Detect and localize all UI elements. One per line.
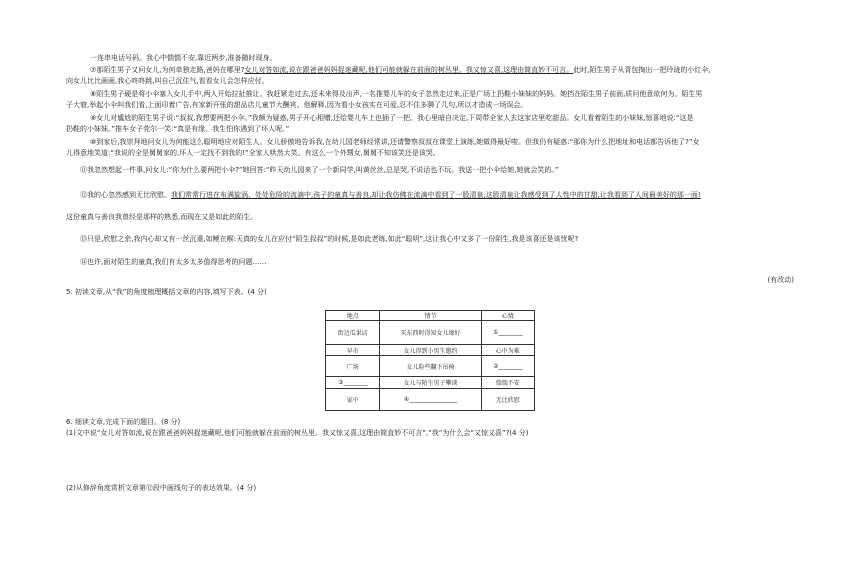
paragraph-7-line-2: 向女儿比比画画,我心咚咚跳,叫自己沉住气,看看女儿会怎样应付。 [66, 77, 269, 85]
table-row [326, 321, 535, 345]
header-location: 地点 [326, 311, 380, 321]
blank-2[interactable]: ②________ [481, 356, 534, 377]
cell-location: 早市 [326, 345, 380, 356]
cell-location: 家中 [326, 389, 380, 411]
cell-plot: 女儿险些翻下吊椅 [380, 356, 481, 377]
summary-table [325, 310, 535, 411]
paragraph-9-line-2: 扔鞋的小妹妹。”推车女子莞尔一笑:“真是有缘。我生怕你遇到了坏人呢。” [66, 125, 290, 133]
paragraph-12-line-1 [80, 191, 701, 200]
paragraph-13: ⑬只是,欣慰之余,我内心却又有一丝沉重,如鲠在喉:天真的女儿在应付“陌生叔叔”的时候,是如此老练,如此“聪明”,这让我心中又多了一份陌生,我是该喜还是该忧呢? [80, 235, 579, 243]
paragraph-12-underlined: 我们常常行进在布满旋涡、处处危险的流滴中,孩子的童真与善良,却让我仿佛在流滴中看到了一股清泉,这股清泉让我感受到了人性中的甘甜,让我看到了人间最美好的那一面! [171, 191, 701, 199]
blank-4[interactable]: ④________________ [380, 389, 481, 411]
cell-mood: 惴惴不安 [481, 377, 534, 389]
paragraph-8-line-2: 子大窘,举起小伞叫我们看,上面印着广告,有家新开张的甜品店儿童节大酬宾。他解释,因为看小女孩实在可爱,忍不住多聊了几句,所以才造成一场误会。 [66, 101, 528, 109]
table-row [326, 377, 535, 389]
paragraph-7-tail: 此时,陌生男子从背包掏出一把玲珑的小红伞, [573, 66, 711, 74]
table-row [326, 389, 535, 411]
cell-mood: 无比欣慰 [481, 389, 534, 411]
paragraph-7-underlined: 女儿对答如流,说在跟爸爸妈妈捉迷藏呢,他们可能就躲在前面的树丛里。我又惊又喜,这理由简直妙不可言。 [244, 66, 574, 74]
header-mood: 心情 [481, 311, 534, 321]
paragraph-10-line-2: 儿得意地笑道:“我说的全是舅舅家的,坏人一定找不到我的!”全家人哄然大笑。有这么一个外甥女,舅舅不知该笑还是该哭。 [66, 149, 440, 157]
cell-plot: 买东西时得知女儿缘好 [380, 321, 481, 345]
paragraph-7-intro: ⑦那陌生男子又问女儿,为何单独走路,爸妈在哪里? [90, 66, 245, 74]
question-6-1: (1)文中说“女儿对答如流,说在跟爸爸妈妈捉迷藏呢,他们可能就躲在前面的树丛里。我又惊又喜,这理由简直妙不可言”,“我”为什么会“又惊又喜”?(4 分) [66, 429, 529, 437]
source-note: (有改动) [767, 276, 794, 284]
table-header-row [326, 311, 535, 321]
paragraph-11: ⑪我忽然想起一件事,问女儿:“你为什么要两把小伞?”她回答:“昨天幼儿园来了一个新同学,叫黄丝丝,总是哭,不说话也不玩。我送一把小伞给她,她就会笑的。” [80, 166, 559, 174]
cell-location: 广场 [326, 356, 380, 377]
question-6-2: (2)从修辞角度赏析文章第⑫段中画线句子的表达效果。(4 分) [66, 484, 257, 492]
cell-location: 街边瓜果店 [326, 321, 380, 345]
paragraph-9-line-1: ⑨女儿对尴尬的陌生男子说:“叔叔,我想要两把小伞。”我颇为疑惑,男子开心相赠,还给婴儿车上也插了一把。我心里暗自决定,下周带全家人去这家店里吃甜品。女儿看着陌生的小妹妹,惊喜地说:“这是 [90, 114, 694, 122]
question-6-prompt: 6. 细读文章,完成下面的题目。(8 分) [66, 418, 181, 426]
paragraph-8-line-1: ⑧陌生男子硬是将小伞塞入女儿手中,两人开始拉扯推让。我赶紧走过去,还未来得及出声,一名推婴儿车的女子忽然走过来,正是广场上扔鞋小妹妹的妈妈。她挡在陌生男子前面,质问他意欲何为。陌生男 [90, 90, 703, 98]
paragraph-0: 一连串电话号码。我心中惴惴不安,靠近两步,准备随时现身。 [90, 54, 277, 62]
paragraph-14: ⑭也许,面对陌生的童真,我们有太多太多值得思考的问题…… [80, 258, 267, 266]
table-row [326, 356, 535, 377]
paragraph-7-line-1 [90, 66, 711, 75]
paragraph-10-line-1: ⑩到家后,我崇拜地问女儿为何能这么聪明地应对陌生人。女儿骄傲地告诉我,在幼儿园老师经常讲,还请警察叔叔在课堂上演练,她做得最好啦。但我仍有疑惑:“那你为什么把地址和电话都告诉他了?”女 [90, 138, 700, 146]
cell-mood: 心中为难 [481, 345, 534, 356]
cell-plot: 女儿与陌生男子攀谈 [380, 377, 481, 389]
table-row [326, 345, 535, 356]
blank-3[interactable]: ③________ [326, 377, 380, 389]
cell-plot: 女儿得到小男生邀约 [380, 345, 481, 356]
paragraph-12-line-2: 这份童真与善良我曾经是那样的熟悉,而现在又是如此的陌生。 [66, 213, 258, 221]
paragraph-12-intro: ⑫我的心忽然感到无比欣慰。 [80, 191, 171, 199]
header-plot: 情节 [380, 311, 481, 321]
question-5-prompt: 5. 初读文章,从“我”的角度梳理概括文章的内容,填写下表。(4 分) [66, 288, 267, 296]
blank-1[interactable]: ①________ [481, 321, 534, 345]
